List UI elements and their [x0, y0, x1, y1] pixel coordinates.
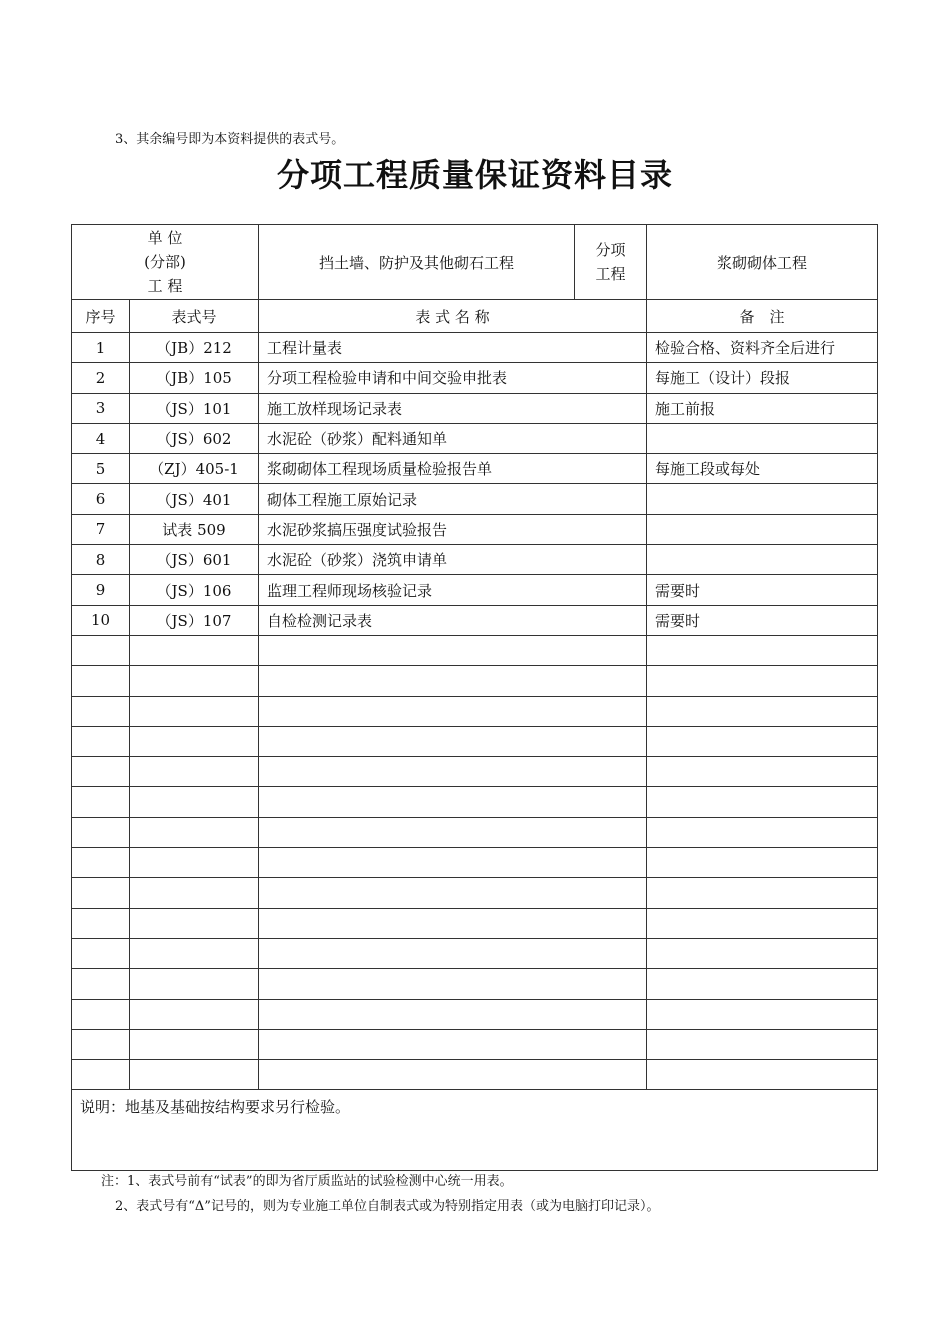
- row-form-name: [259, 969, 647, 999]
- row-number: [72, 1029, 130, 1059]
- row-number: 8: [72, 545, 130, 575]
- row-remark: [647, 999, 878, 1029]
- row-remark: [647, 787, 878, 817]
- row-form-name: [259, 817, 647, 847]
- table-row: [72, 514, 878, 544]
- row-remark: [647, 878, 878, 908]
- item-label-line-2: 工程: [595, 265, 626, 283]
- row-number: [72, 1060, 130, 1090]
- row-form-code: [130, 696, 259, 726]
- row-form-code: [130, 757, 259, 787]
- unit-label: [72, 225, 259, 300]
- row-form-name: 水泥砼（砂浆）浇筑申请单: [259, 545, 647, 575]
- row-form-name: 分项工程检验申请和中间交验申批表: [259, 363, 647, 393]
- row-number: 7: [72, 514, 130, 544]
- row-number: [72, 848, 130, 878]
- row-remark: [647, 423, 878, 453]
- row-remark: [647, 908, 878, 938]
- row-number: 9: [72, 575, 130, 605]
- table-row-empty: [72, 1029, 878, 1059]
- unit-label-line-1: 单 位: [147, 229, 183, 247]
- row-remark: [647, 726, 878, 756]
- table-row-empty: [72, 908, 878, 938]
- table-row-empty: [72, 666, 878, 696]
- row-remark: 每施工（设计）段报: [647, 363, 878, 393]
- row-form-code: [130, 726, 259, 756]
- row-remark: [647, 484, 878, 514]
- row-form-name: 监理工程师现场核验记录: [259, 575, 647, 605]
- row-number: 6: [72, 484, 130, 514]
- table-row: [72, 545, 878, 575]
- row-form-name: 浆砌砌体工程现场质量检验报告单: [259, 454, 647, 484]
- row-form-name: [259, 726, 647, 756]
- col-header-no: 序号: [72, 300, 130, 333]
- row-number: [72, 666, 130, 696]
- table-row-empty: [72, 1060, 878, 1090]
- table-row-empty: [72, 787, 878, 817]
- row-form-name: 水泥砂浆搞压强度试验报告: [259, 514, 647, 544]
- table-row: [72, 605, 878, 635]
- row-number: [72, 635, 130, 665]
- unit-label-line-2: (分部): [144, 253, 186, 271]
- row-remark: [647, 666, 878, 696]
- row-form-code: （JB）212: [130, 333, 259, 363]
- row-form-name: [259, 938, 647, 968]
- row-remark: [647, 1060, 878, 1090]
- row-remark: [647, 635, 878, 665]
- row-form-name: [259, 757, 647, 787]
- row-remark: [647, 1029, 878, 1059]
- row-form-name: [259, 1029, 647, 1059]
- row-number: [72, 938, 130, 968]
- row-number: [72, 969, 130, 999]
- row-remark: [647, 848, 878, 878]
- row-number: 10: [72, 605, 130, 635]
- row-number: [72, 696, 130, 726]
- note-text: 说明：地基及基础按结构要求另行检验。: [72, 1090, 878, 1171]
- row-form-name: 施工放样现场记录表: [259, 393, 647, 423]
- item-label: [575, 225, 647, 300]
- note-row: [72, 1090, 878, 1171]
- row-form-name: 自检检测记录表: [259, 605, 647, 635]
- table-row-empty: [72, 848, 878, 878]
- row-form-code: [130, 817, 259, 847]
- row-number: [72, 878, 130, 908]
- row-number: [72, 726, 130, 756]
- row-number: 2: [72, 363, 130, 393]
- row-remark: 需要时: [647, 605, 878, 635]
- column-header-row: [72, 300, 878, 333]
- table-row-empty: [72, 878, 878, 908]
- table-row-empty: [72, 635, 878, 665]
- page-title: 分项工程质量保证资料目录: [276, 156, 673, 194]
- row-remark: [647, 545, 878, 575]
- row-form-code: （JB）105: [130, 363, 259, 393]
- row-form-name: [259, 666, 647, 696]
- table-row-empty: [72, 726, 878, 756]
- header-info-row: [72, 225, 878, 300]
- row-remark: [647, 757, 878, 787]
- row-form-code: 试表 509: [130, 514, 259, 544]
- row-remark: [647, 938, 878, 968]
- top-note: 3、其余编号即为本资料提供的表式号。: [115, 132, 345, 147]
- table-row-empty: [72, 938, 878, 968]
- row-remark: 施工前报: [647, 393, 878, 423]
- row-form-name: 砌体工程施工原始记录: [259, 484, 647, 514]
- row-form-name: [259, 635, 647, 665]
- row-number: 5: [72, 454, 130, 484]
- table-row: [72, 454, 878, 484]
- row-remark: [647, 817, 878, 847]
- row-form-name: [259, 787, 647, 817]
- row-form-name: [259, 1060, 647, 1090]
- row-form-code: （JS）602: [130, 423, 259, 453]
- row-number: 3: [72, 393, 130, 423]
- row-form-code: [130, 787, 259, 817]
- col-header-remark: 备 注: [647, 300, 878, 333]
- row-remark: 每施工段或每处: [647, 454, 878, 484]
- row-form-code: （JS）101: [130, 393, 259, 423]
- row-form-name: [259, 696, 647, 726]
- footnote-1: 注：1、表式号前有“试表”的即为省厅质监站的试验检测中心统一用表。: [101, 1174, 513, 1189]
- row-form-code: [130, 635, 259, 665]
- row-number: [72, 999, 130, 1029]
- col-header-name: 表 式 名 称: [259, 300, 647, 333]
- footnote-2: 2、表式号有“Δ”记号的，则为专业施工单位自制表式或为特别指定用表（或为电脑打印记录）。: [115, 1199, 660, 1214]
- item-value: 浆砌砌体工程: [647, 225, 878, 300]
- row-form-code: [130, 999, 259, 1029]
- table-row-empty: [72, 999, 878, 1029]
- table-body: [72, 333, 878, 1090]
- row-form-code: （JS）601: [130, 545, 259, 575]
- row-form-name: 工程计量表: [259, 333, 647, 363]
- table-row-empty: [72, 817, 878, 847]
- row-remark: [647, 696, 878, 726]
- row-form-code: [130, 969, 259, 999]
- row-form-name: [259, 908, 647, 938]
- row-number: 1: [72, 333, 130, 363]
- table-row-empty: [72, 757, 878, 787]
- row-form-code: （JS）106: [130, 575, 259, 605]
- row-form-code: [130, 908, 259, 938]
- table-row-empty: [72, 696, 878, 726]
- row-form-code: （ZJ）405-1: [130, 454, 259, 484]
- row-form-code: （JS）401: [130, 484, 259, 514]
- row-number: [72, 787, 130, 817]
- row-number: 4: [72, 423, 130, 453]
- row-form-code: [130, 1060, 259, 1090]
- row-remark: 需要时: [647, 575, 878, 605]
- catalog-table: [71, 224, 878, 1171]
- row-remark: 检验合格、资料齐全后进行: [647, 333, 878, 363]
- table-row: [72, 393, 878, 423]
- row-form-code: [130, 666, 259, 696]
- col-header-code: 表式号: [130, 300, 259, 333]
- row-form-name: [259, 878, 647, 908]
- row-form-code: [130, 878, 259, 908]
- row-form-name: [259, 848, 647, 878]
- table-row: [72, 363, 878, 393]
- unit-value: 挡土墙、防护及其他砌石工程: [259, 225, 575, 300]
- table-row: [72, 423, 878, 453]
- table-row: [72, 575, 878, 605]
- row-remark: [647, 514, 878, 544]
- row-number: [72, 757, 130, 787]
- table-row-empty: [72, 969, 878, 999]
- row-remark: [647, 969, 878, 999]
- row-form-code: [130, 1029, 259, 1059]
- row-form-code: [130, 848, 259, 878]
- row-number: [72, 817, 130, 847]
- row-form-code: [130, 938, 259, 968]
- row-form-name: 水泥砼（砂浆）配料通知单: [259, 423, 647, 453]
- row-number: [72, 908, 130, 938]
- row-form-code: （JS）107: [130, 605, 259, 635]
- row-form-name: [259, 999, 647, 1029]
- item-label-line-1: 分项: [595, 241, 626, 259]
- table-row: [72, 484, 878, 514]
- unit-label-line-3: 工 程: [147, 277, 183, 295]
- table-row: [72, 333, 878, 363]
